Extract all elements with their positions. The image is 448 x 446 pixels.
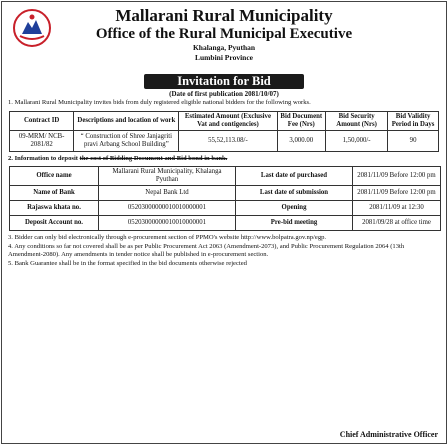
bank-info-row	[10, 186, 441, 201]
item-number: 3.	[8, 234, 13, 242]
notes-list	[2, 234, 446, 268]
pre-bid-meeting-value: 2081/09/28 at office time	[353, 216, 441, 231]
bank-info-row	[10, 167, 441, 186]
col-estimated-amount: Estimated Amount (Exclusive Vat and contigencies)	[179, 111, 277, 130]
contract-table-row	[10, 130, 439, 151]
bid-notice-page	[1, 1, 447, 444]
item-number: 1.	[8, 99, 13, 106]
bank-name-label: Name of Bank	[10, 186, 99, 201]
contract-id-cell: 09-MRM/ NCB-2081/82	[10, 130, 74, 151]
last-purchase-label: Last date of purchased	[236, 167, 353, 186]
deposit-info-heading	[2, 155, 446, 164]
note-text: Bank Guarantee shall be in the format specified in the bid documents otherwise rejected	[14, 259, 247, 267]
document-fee-cell: 3,000.00	[277, 130, 326, 151]
signature-title: Chief Administrative Officer	[339, 430, 438, 439]
nepal-emblem-icon	[12, 8, 52, 48]
note-item	[2, 243, 446, 260]
item-number: 2.	[8, 154, 13, 162]
bid-validity-cell: 90	[388, 130, 439, 151]
office-address: Khalanga, Pyuthan	[192, 43, 256, 52]
item-number: 5.	[8, 259, 13, 267]
col-contract-id: Contract ID	[10, 111, 74, 130]
bank-info-row	[10, 216, 441, 231]
contract-table	[9, 111, 439, 152]
deposit-info-text-a: Information to deposit	[14, 154, 78, 162]
note-item	[2, 260, 446, 269]
office-name-label: Office name	[10, 167, 99, 186]
municipality-name: Mallarani Rural Municipality	[115, 6, 333, 25]
intro-paragraph	[2, 99, 446, 108]
opening-label: Opening	[236, 201, 353, 216]
invitation-banner: Invitation for Bid	[144, 74, 304, 89]
item-number: 4.	[8, 242, 13, 250]
note-item	[2, 234, 446, 243]
col-bid-validity: Bid Validity Period in Days	[388, 111, 439, 130]
deposit-account-label: Deposit Account no.	[10, 216, 99, 231]
col-description: Descriptions and location of work	[74, 111, 179, 130]
deposit-account-value: 05203000000010010000001	[99, 216, 236, 231]
col-bid-security: Bid Security Amount (Nrs)	[326, 111, 388, 130]
opening-value: 2081/11/09 at 12:30	[353, 201, 441, 216]
intro-text: Mallarani Rural Municipality invites bids from duly registered eligible national bidders for the following works.	[14, 99, 311, 106]
bank-info-row	[10, 201, 441, 216]
bank-info-table	[9, 166, 441, 231]
notice-header	[2, 2, 446, 74]
rajaswa-khata-value: 05203000000010010000001	[99, 201, 236, 216]
province-name: Lumbini Province	[195, 53, 253, 62]
col-document-fee: Bid Document Fee (Nrs)	[277, 111, 326, 130]
deposit-info-text-b: the cost of Bidding Document and Bid bond in bank.	[79, 154, 228, 162]
last-submission-label: Last date of submission	[236, 186, 353, 201]
note-text: Any conditions so far not covered shall be as per Public Procurement Act 2063 (Amendment-2073), and Public Procurement Regulation 2064 (13th Amendment-2080). Any amendments in tender notice shall be published in e-procurement section.	[8, 242, 405, 259]
last-purchase-value: 2081/11/09 Before 12:00 pm	[353, 167, 441, 186]
office-name-value: Mallarani Rural Municipality, Khalanga Pyuthan	[99, 167, 236, 186]
pre-bid-meeting-label: Pre-bid meeting	[236, 216, 353, 231]
description-cell: “ Construction of Shree Janjagriti pravi Arbang School Building”	[74, 130, 179, 151]
note-text: Bidder can only bid electronically through e-procurement section of PPMO's website http://www.bolpatra.gov.np/egp.	[14, 234, 327, 242]
estimated-amount-cell: 55,52,113.08/-	[179, 130, 277, 151]
bank-name-value: Nepal Bank Ltd	[99, 186, 236, 201]
bid-security-cell: 1,50,000/-	[326, 130, 388, 151]
rajaswa-khata-label: Rajaswa khata no.	[10, 201, 99, 216]
publication-date: (Date of first publication 2081/10/07)	[169, 90, 279, 98]
last-submission-value: 2081/11/09 Before 12:00 pm	[353, 186, 441, 201]
office-name: Office of the Rural Municipal Executive	[95, 26, 353, 42]
contract-table-header-row	[10, 111, 439, 130]
